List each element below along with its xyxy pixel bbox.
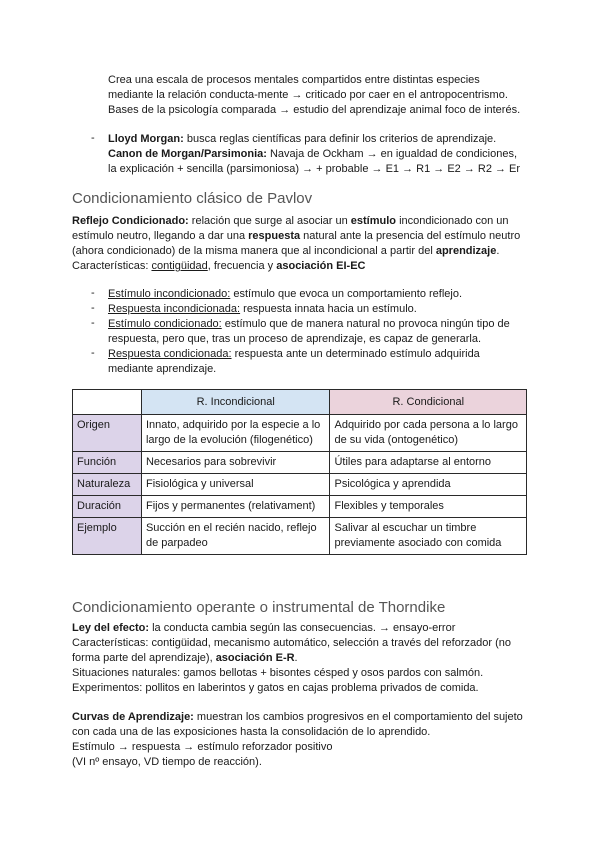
text: (ahora condicionado) de la misma manera que al incondicional a partir del [72, 245, 436, 257]
morgan-line-2 [108, 147, 517, 162]
curvas-line-3: Estímulo → respuesta → estímulo reforzador positivo [72, 741, 333, 753]
text: natural ante la presencia del estímulo neutro [300, 230, 521, 242]
text: la conducta cambia según las consecuencias. → ensayo-error [149, 622, 456, 634]
cell: Flexibles y temporales [330, 496, 527, 518]
pavlov-bullet-4 [108, 347, 480, 362]
intro-line-3: Bases de la psicología comparada → estudio del aprendizaje animal foco de interés. [108, 104, 521, 116]
pavlov-bullet-2 [108, 302, 417, 317]
pavlov-bullet-3-cont: respuesta, pero que, tras un proceso de aprendizaje, es capaz de generarla. [108, 333, 482, 345]
table-row [73, 518, 527, 555]
cell: Psicológica y aprendida [330, 474, 527, 496]
thorndike-line-3 [72, 651, 298, 666]
text: relación que surge al asociar un [188, 215, 351, 227]
pavlov-para-line-2 [72, 229, 520, 244]
header-r-incondicional: R. Incondicional [141, 390, 330, 415]
intro-line-2: mediante la relación conducta-mente → criticado por caer en el antropocentrismo. [108, 89, 508, 101]
header-blank [73, 390, 142, 415]
bullet-text: respuesta ante un determinado estímulo adquirida [231, 348, 480, 360]
table-row [73, 496, 527, 518]
curvas-line-2: con cada una de las exposiciones hasta la consolidación de lo aprendido. [72, 726, 431, 738]
table-header-row [73, 390, 527, 415]
cell: Succión en el recién nacido, reflejo de parpadeo [141, 518, 330, 555]
curvas-term: Curvas de Aprendizaje: [72, 711, 194, 723]
cell: Adquirido por cada persona a lo largo de su vida (ontogenético) [330, 415, 527, 452]
section-title-thorndike: Condicionamiento operante o instrumental de Thorndike [72, 599, 446, 616]
bullet-text: estímulo que evoca un comportamiento reflejo. [230, 288, 463, 300]
bullet-dash: - [91, 132, 95, 144]
text: . [294, 652, 298, 664]
bullet-term: Respuesta condicionada: [108, 348, 232, 360]
ley-efecto-term: Ley del efecto: [72, 622, 150, 634]
bullet-text: respuesta innata hacia un estímulo. [240, 303, 417, 315]
header-r-condicional: R. Condicional [330, 390, 527, 415]
text: estímulo neutro, llegando a dar una [72, 230, 249, 242]
morgan-text: busca reglas científicas para definir los criterios de aprendizaje. [183, 133, 497, 145]
morgan-term: Lloyd Morgan: [108, 133, 184, 145]
cell: Innato, adquirido por la especie a lo largo de la evolución (filogenético) [141, 415, 330, 452]
bullet-term: Estímulo condicionado: [108, 318, 222, 330]
text: , frecuencia y [207, 260, 277, 272]
curvas-line-1 [72, 710, 523, 725]
pavlov-para-line-1 [72, 214, 509, 229]
text: incondicionado con un [396, 215, 509, 227]
bold-word: aprendizaje [435, 245, 497, 257]
row-label: Ejemplo [73, 518, 142, 555]
cell: Fijos y permanentes (relativament) [141, 496, 330, 518]
bullet-dash: - [91, 302, 95, 314]
pavlov-bullet-3 [108, 317, 510, 332]
underlined-word: contigüidad [151, 260, 208, 272]
bold-word: asociación EI-EC [276, 260, 366, 272]
bold-word: respuesta [248, 230, 301, 242]
comparison-table [72, 389, 527, 555]
row-label: Naturaleza [73, 474, 142, 496]
thorndike-line-2: Características: contigüidad, mecanismo automático, selección a través del reforzador (no [72, 637, 511, 649]
table-row [73, 474, 527, 496]
row-label: Función [73, 452, 142, 474]
cell: Útiles para adaptarse al entorno [330, 452, 527, 474]
pavlov-para-line-4 [72, 259, 366, 274]
reflejo-term: Reflejo Condicionado: [72, 215, 189, 227]
cell: Salivar al escuchar un timbre previamente asociado con comida [330, 518, 527, 555]
table-row [73, 452, 527, 474]
text: Características: [72, 260, 152, 272]
cell: Necesarios para sobrevivir [141, 452, 330, 474]
morgan-line-1 [108, 132, 496, 147]
text: muestran los cambios progresivos en el comportamiento del sujeto [193, 711, 523, 723]
text: forma parte del aprendizaje), [72, 652, 216, 664]
bullet-dash: - [91, 287, 95, 299]
bold-word: estímulo [350, 215, 397, 227]
cell: Fisiológica y universal [141, 474, 330, 496]
thorndike-line-4: Situaciones naturales: gamos bellotas + bisontes césped y osos pardos con salmón. [72, 667, 484, 679]
thorndike-line-5: Experimentos: pollitos en laberintos y gatos en cajas problema privados de comida. [72, 682, 479, 694]
thorndike-line-1 [72, 621, 455, 636]
text: . [496, 245, 500, 257]
canon-text: Navaja de Ockham → en igualdad de condiciones, [266, 148, 518, 160]
section-title-pavlov: Condicionamiento clásico de Pavlov [72, 190, 313, 207]
bullet-term: Estímulo incondicionado: [108, 288, 231, 300]
curvas-line-4: (VI nº ensayo, VD tiempo de reacción). [72, 756, 262, 768]
pavlov-bullet-4-cont: mediante aprendizaje. [108, 363, 217, 375]
row-label: Duración [73, 496, 142, 518]
pavlov-bullet-1 [108, 287, 462, 302]
bullet-term: Respuesta incondicionada: [108, 303, 241, 315]
canon-term: Canon de Morgan/Parsimonia: [108, 148, 267, 160]
intro-line-1: Crea una escala de procesos mentales compartidos entre distintas especies [108, 74, 480, 86]
row-label: Origen [73, 415, 142, 452]
bold-word: asociación E-R [215, 652, 295, 664]
bullet-dash: - [91, 347, 95, 359]
bullet-dash: - [91, 317, 95, 329]
table-row [73, 415, 527, 452]
bullet-text: estímulo que de manera natural no provoca ningún tipo de [221, 318, 510, 330]
morgan-line-3: la explicación + sencilla (parsimoniosa) → + probable → E1 → R1 → E2 → R2 → Er [108, 163, 521, 175]
pavlov-para-line-3 [72, 244, 499, 259]
